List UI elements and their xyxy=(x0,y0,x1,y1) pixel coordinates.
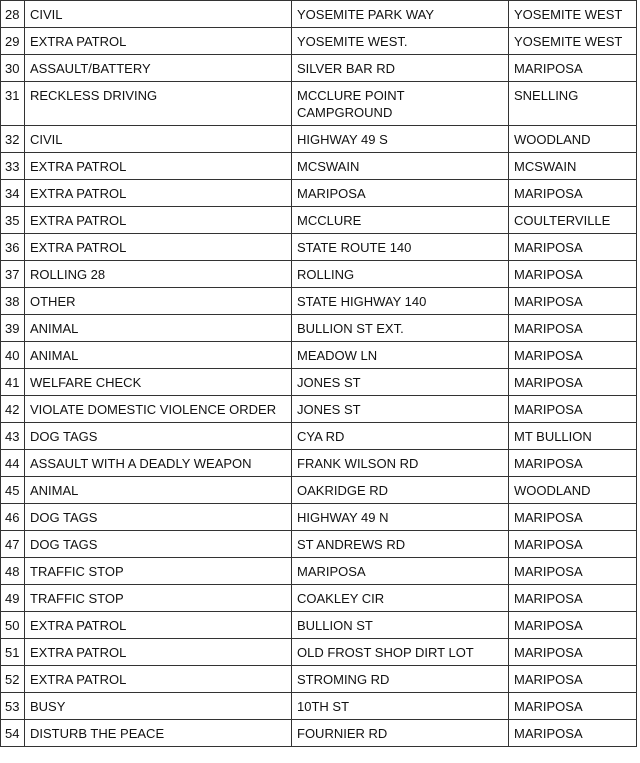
city-cell: MARIPOSA xyxy=(509,585,637,612)
table-row xyxy=(1,207,637,234)
row-number-cell: 30 xyxy=(1,55,25,82)
city-cell: WOODLAND xyxy=(509,126,637,153)
location-cell: BULLION ST xyxy=(292,612,509,639)
location-cell: MCSWAIN xyxy=(292,153,509,180)
row-number-cell: 44 xyxy=(1,450,25,477)
incident-type-cell: EXTRA PATROL xyxy=(25,234,292,261)
location-cell: MARIPOSA xyxy=(292,558,509,585)
city-cell: MARIPOSA xyxy=(509,396,637,423)
city-cell: WOODLAND xyxy=(509,477,637,504)
incident-type-cell: DOG TAGS xyxy=(25,504,292,531)
table-row xyxy=(1,315,637,342)
row-number-cell: 32 xyxy=(1,126,25,153)
incident-type-cell: EXTRA PATROL xyxy=(25,612,292,639)
location-cell: JONES ST xyxy=(292,369,509,396)
incident-type-cell: ANIMAL xyxy=(25,477,292,504)
row-number-cell: 28 xyxy=(1,1,25,28)
incident-type-cell: WELFARE CHECK xyxy=(25,369,292,396)
location-cell: MCCLURE POINT CAMPGROUND xyxy=(292,82,509,126)
incident-type-cell: BUSY xyxy=(25,693,292,720)
table-row xyxy=(1,82,637,126)
row-number-cell: 31 xyxy=(1,82,25,126)
row-number-cell: 51 xyxy=(1,639,25,666)
location-cell: MCCLURE xyxy=(292,207,509,234)
incident-type-cell: CIVIL xyxy=(25,1,292,28)
location-cell: FOURNIER RD xyxy=(292,720,509,747)
location-cell: OAKRIDGE RD xyxy=(292,477,509,504)
location-cell: 10TH ST xyxy=(292,693,509,720)
row-number-cell: 35 xyxy=(1,207,25,234)
city-cell: MARIPOSA xyxy=(509,315,637,342)
city-cell: YOSEMITE WEST xyxy=(509,28,637,55)
city-cell: MARIPOSA xyxy=(509,693,637,720)
table-row xyxy=(1,1,637,28)
city-cell: SNELLING xyxy=(509,82,637,126)
location-cell: MEADOW LN xyxy=(292,342,509,369)
city-cell: MARIPOSA xyxy=(509,180,637,207)
location-cell: YOSEMITE PARK WAY xyxy=(292,1,509,28)
row-number-cell: 37 xyxy=(1,261,25,288)
row-number-cell: 41 xyxy=(1,369,25,396)
city-cell: COULTERVILLE xyxy=(509,207,637,234)
location-cell: OLD FROST SHOP DIRT LOT xyxy=(292,639,509,666)
location-cell: HIGHWAY 49 S xyxy=(292,126,509,153)
table-row xyxy=(1,234,637,261)
location-cell: ST ANDREWS RD xyxy=(292,531,509,558)
table-row xyxy=(1,720,637,747)
table-row xyxy=(1,558,637,585)
city-cell: MARIPOSA xyxy=(509,531,637,558)
row-number-cell: 36 xyxy=(1,234,25,261)
incident-type-cell: EXTRA PATROL xyxy=(25,207,292,234)
location-cell: COAKLEY CIR xyxy=(292,585,509,612)
row-number-cell: 48 xyxy=(1,558,25,585)
table-row xyxy=(1,55,637,82)
location-cell: ROLLING xyxy=(292,261,509,288)
location-cell: BULLION ST EXT. xyxy=(292,315,509,342)
table-row xyxy=(1,666,637,693)
incident-type-cell: TRAFFIC STOP xyxy=(25,558,292,585)
location-cell: MARIPOSA xyxy=(292,180,509,207)
city-cell: MARIPOSA xyxy=(509,342,637,369)
city-cell: MARIPOSA xyxy=(509,261,637,288)
location-cell: STATE ROUTE 140 xyxy=(292,234,509,261)
incident-type-cell: ROLLING 28 xyxy=(25,261,292,288)
city-cell: MARIPOSA xyxy=(509,369,637,396)
table-row xyxy=(1,612,637,639)
incident-type-cell: OTHER xyxy=(25,288,292,315)
incident-type-cell: DOG TAGS xyxy=(25,531,292,558)
table-row xyxy=(1,261,637,288)
location-cell: HIGHWAY 49 N xyxy=(292,504,509,531)
row-number-cell: 54 xyxy=(1,720,25,747)
city-cell: MARIPOSA xyxy=(509,55,637,82)
row-number-cell: 52 xyxy=(1,666,25,693)
city-cell: MARIPOSA xyxy=(509,612,637,639)
city-cell: MARIPOSA xyxy=(509,234,637,261)
city-cell: MARIPOSA xyxy=(509,450,637,477)
incident-type-cell: DOG TAGS xyxy=(25,423,292,450)
table-row xyxy=(1,126,637,153)
location-cell: SILVER BAR RD xyxy=(292,55,509,82)
table-row xyxy=(1,396,637,423)
table-row xyxy=(1,423,637,450)
city-cell: YOSEMITE WEST xyxy=(509,1,637,28)
row-number-cell: 53 xyxy=(1,693,25,720)
city-cell: MT BULLION xyxy=(509,423,637,450)
table-row xyxy=(1,28,637,55)
incident-type-cell: EXTRA PATROL xyxy=(25,180,292,207)
incident-type-cell: RECKLESS DRIVING xyxy=(25,82,292,126)
location-cell: JONES ST xyxy=(292,396,509,423)
city-cell: MARIPOSA xyxy=(509,666,637,693)
incident-type-cell: EXTRA PATROL xyxy=(25,28,292,55)
city-cell: MARIPOSA xyxy=(509,504,637,531)
row-number-cell: 45 xyxy=(1,477,25,504)
table-row xyxy=(1,693,637,720)
table-row xyxy=(1,585,637,612)
row-number-cell: 29 xyxy=(1,28,25,55)
city-cell: MARIPOSA xyxy=(509,639,637,666)
row-number-cell: 49 xyxy=(1,585,25,612)
city-cell: MCSWAIN xyxy=(509,153,637,180)
incident-type-cell: TRAFFIC STOP xyxy=(25,585,292,612)
row-number-cell: 42 xyxy=(1,396,25,423)
location-cell: STROMING RD xyxy=(292,666,509,693)
city-cell: MARIPOSA xyxy=(509,558,637,585)
incident-type-cell: DISTURB THE PEACE xyxy=(25,720,292,747)
row-number-cell: 43 xyxy=(1,423,25,450)
location-cell: YOSEMITE WEST. xyxy=(292,28,509,55)
incident-type-cell: EXTRA PATROL xyxy=(25,666,292,693)
table-row xyxy=(1,180,637,207)
incident-type-cell: CIVIL xyxy=(25,126,292,153)
location-cell: STATE HIGHWAY 140 xyxy=(292,288,509,315)
table-row xyxy=(1,369,637,396)
incident-table-body xyxy=(1,1,637,747)
incident-type-cell: EXTRA PATROL xyxy=(25,153,292,180)
row-number-cell: 46 xyxy=(1,504,25,531)
row-number-cell: 39 xyxy=(1,315,25,342)
table-row xyxy=(1,477,637,504)
incident-type-cell: ANIMAL xyxy=(25,315,292,342)
city-cell: MARIPOSA xyxy=(509,720,637,747)
incident-type-cell: ASSAULT/BATTERY xyxy=(25,55,292,82)
row-number-cell: 33 xyxy=(1,153,25,180)
row-number-cell: 50 xyxy=(1,612,25,639)
row-number-cell: 47 xyxy=(1,531,25,558)
table-row xyxy=(1,153,637,180)
location-cell: CYA RD xyxy=(292,423,509,450)
row-number-cell: 40 xyxy=(1,342,25,369)
table-row xyxy=(1,342,637,369)
location-cell: FRANK WILSON RD xyxy=(292,450,509,477)
table-row xyxy=(1,504,637,531)
row-number-cell: 34 xyxy=(1,180,25,207)
incident-type-cell: EXTRA PATROL xyxy=(25,639,292,666)
row-number-cell: 38 xyxy=(1,288,25,315)
incident-type-cell: VIOLATE DOMESTIC VIOLENCE ORDER xyxy=(25,396,292,423)
incident-type-cell: ANIMAL xyxy=(25,342,292,369)
table-row xyxy=(1,531,637,558)
city-cell: MARIPOSA xyxy=(509,288,637,315)
table-row xyxy=(1,639,637,666)
table-row xyxy=(1,450,637,477)
incident-type-cell: ASSAULT WITH A DEADLY WEAPON xyxy=(25,450,292,477)
table-row xyxy=(1,288,637,315)
